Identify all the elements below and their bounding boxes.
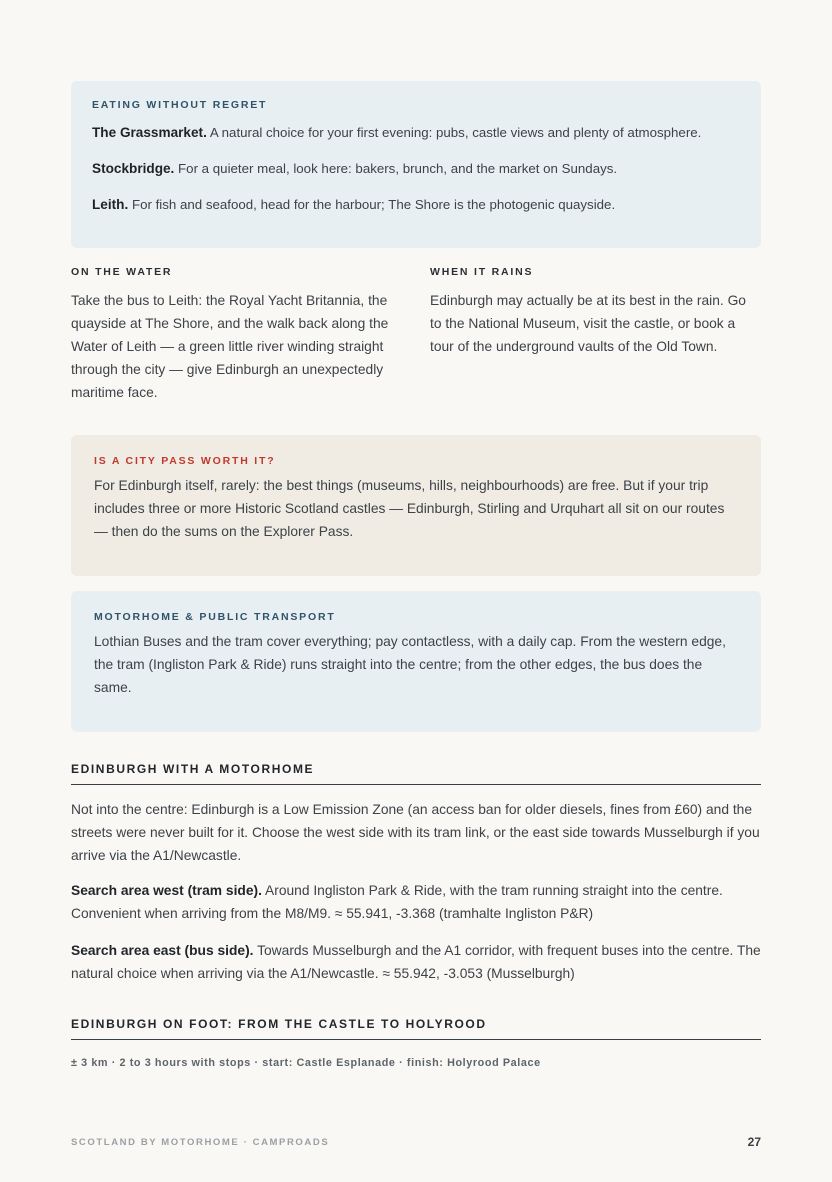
eating-box (71, 81, 761, 248)
when-it-rains-heading: WHEN IT RAINS (430, 266, 534, 278)
search-area-name: Search area east (bus side). (71, 943, 254, 958)
city-pass-box (71, 435, 761, 576)
motorhome-intro: Not into the centre: Edinburgh is a Low Emission Zone (an access ban for older diesels, fines from £60) and the streets were never built for it. Choose the west side with its tram link, or the east side towards Musselburgh if you arrive via the A1/Newcastle. (71, 802, 760, 863)
page-number: 27 (747, 1135, 761, 1149)
transport-box (71, 591, 761, 732)
on-the-water-column (71, 266, 396, 404)
transport-kicker: MOTORHOME & PUBLIC TRANSPORT (94, 611, 336, 623)
footer-book-title: SCOTLAND BY MOTORHOME · CAMPROADS (71, 1137, 330, 1148)
eating-item-name: Leith. (92, 197, 129, 212)
eating-item-grassmarket (92, 123, 740, 143)
search-area-west (71, 879, 761, 925)
when-it-rains-column (430, 266, 761, 358)
eating-item-stockbridge (92, 159, 740, 179)
when-it-rains-text: Edinburgh may actually be at its best in the rain. Go to the National Museum, visit the castle, or book a tour of the underground vaults of the Old Town. (430, 293, 746, 354)
motorhome-section-title: EDINBURGH WITH A MOTORHOME (71, 762, 761, 785)
transport-text: Lothian Buses and the tram cover everything; pay contactless, with a daily cap. From the western edge, the tram (Ingliston Park & Ride) runs straight into the centre; from the other edges, the bus does the same. (94, 634, 726, 695)
on-the-water-text: Take the bus to Leith: the Royal Yacht Britannia, the quayside at The Shore, and the walk back along the Water of Leith — a green little river winding straight through the city — give Edinburgh an unexpectedly maritime face. (71, 293, 389, 400)
search-area-text: Around Ingliston Park & Ride, with the tram running straight into the centre. Convenient when arriving from the M8/M9. ≈ 55.941, -3.368 (tramhalte Ingliston P&R) (71, 883, 723, 921)
eating-item-name: Stockbridge. (92, 161, 175, 176)
city-pass-kicker: IS A CITY PASS WORTH IT? (94, 455, 276, 467)
eating-kicker: EATING WITHOUT REGRET (92, 99, 268, 111)
on-foot-section-title: EDINBURGH ON FOOT: FROM THE CASTLE TO HOLYROOD (71, 1017, 761, 1040)
search-area-name: Search area west (tram side). (71, 883, 262, 898)
eating-item-name: The Grassmarket. (92, 125, 207, 140)
search-area-east (71, 939, 761, 985)
eating-item-text: For a quieter meal, look here: bakers, brunch, and the market on Sundays. (178, 161, 618, 176)
walk-meta: ± 3 km · 2 to 3 hours with stops · start: Castle Esplanade · finish: Holyrood Palace (71, 1057, 541, 1069)
city-pass-text: For Edinburgh itself, rarely: the best things (museums, hills, neighbourhoods) are free. But if your trip includes three or more Historic Scotland castles — Edinburgh, Stirling and Urquhart all sit on our routes — then do the sums on the Explorer Pass. (94, 478, 725, 539)
search-area-text: Towards Musselburgh and the A1 corridor, with frequent buses into the centre. The natural choice when arriving via the A1/Newcastle. ≈ 55.942, -3.053 (Musselburgh) (71, 943, 761, 981)
motorhome-content (71, 798, 761, 985)
eating-item-leith (92, 195, 740, 215)
on-the-water-heading: ON THE WATER (71, 266, 173, 278)
eating-item-text: A natural choice for your first evening: pubs, castle views and plenty of atmosphere. (209, 125, 702, 140)
eating-item-text: For fish and seafood, head for the harbour; The Shore is the photogenic quayside. (131, 197, 616, 212)
